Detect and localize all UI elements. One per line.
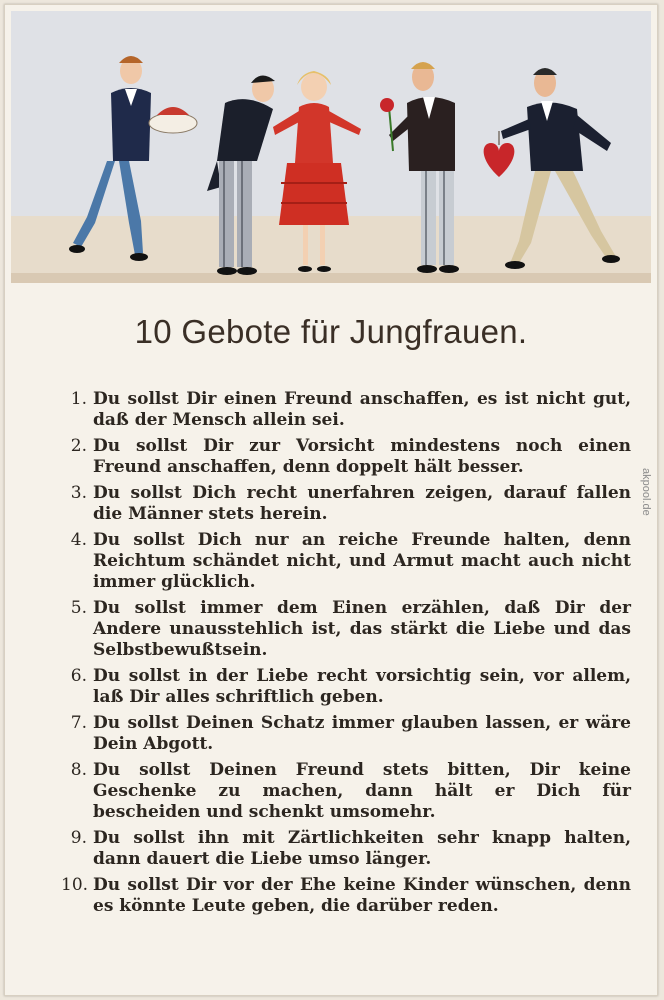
list-item: [61, 389, 631, 431]
list-item: [61, 875, 631, 917]
item-text: Du sollst Dich recht unerfahren zeigen, darauf fallen die Männer stets herein.: [93, 483, 631, 524]
item-text: Du sollst in der Liebe recht vorsichtig sein, vor allem, laß Dir alles schriftlich geben.: [93, 666, 631, 707]
item-number: 4.: [70, 530, 87, 550]
list-item: [61, 436, 631, 478]
list-item: [61, 598, 631, 661]
list-item: [61, 530, 631, 593]
item-number: 3.: [70, 483, 87, 503]
watermark: akpool.de: [640, 468, 652, 516]
item-number: 9.: [70, 828, 87, 848]
item-number: 8.: [70, 760, 87, 780]
page-title: 10 Gebote für Jungfrauen.: [134, 313, 528, 350]
item-number: 2.: [70, 436, 87, 456]
list-item: [61, 666, 631, 708]
item-number: 6.: [70, 666, 87, 686]
item-text: Du sollst ihn mit Zärtlichkeiten sehr knapp halten, dann dauert die Liebe umso länger.: [93, 828, 631, 869]
list-item: [61, 828, 631, 870]
commandments-list: [61, 389, 631, 922]
item-text: Du sollst Dir einen Freund anschaffen, es ist nicht gut, daß der Mensch allein sei.: [93, 389, 631, 430]
item-number: 5.: [70, 598, 87, 618]
list-item: [61, 760, 631, 823]
item-text: Du sollst Deinen Schatz immer glauben lassen, er wäre Dein Abgott.: [93, 713, 631, 754]
item-number: 7.: [70, 713, 87, 733]
item-number: 1.: [70, 389, 87, 409]
list-item: [61, 713, 631, 755]
postcard: [4, 4, 658, 996]
item-text: Du sollst Dir vor der Ehe keine Kinder wünschen, denn es könnte Leute geben, die darüber reden.: [93, 875, 631, 916]
item-number: 10.: [61, 875, 89, 895]
illustration-scene: [11, 11, 651, 283]
item-text: Du sollst Deinen Freund stets bitten, Dir keine Geschenke zu machen, dann hält er Dich für bescheiden und schenkt umsomehr.: [93, 760, 631, 822]
list-item: [61, 483, 631, 525]
item-text: Du sollst Dich nur an reiche Freunde halten, denn Reichtum schändet nicht, und Armut macht auch nicht immer glücklich.: [93, 530, 631, 592]
item-text: Du sollst immer dem Einen erzählen, daß Dir der Andere unausstehlich ist, das stärkt die Liebe und das Selbstbewußtsein.: [93, 598, 631, 660]
illustration: [11, 11, 651, 283]
item-text: Du sollst Dir zur Vorsicht mindestens noch einen Freund anschaffen, denn doppelt hält besser.: [93, 436, 631, 477]
